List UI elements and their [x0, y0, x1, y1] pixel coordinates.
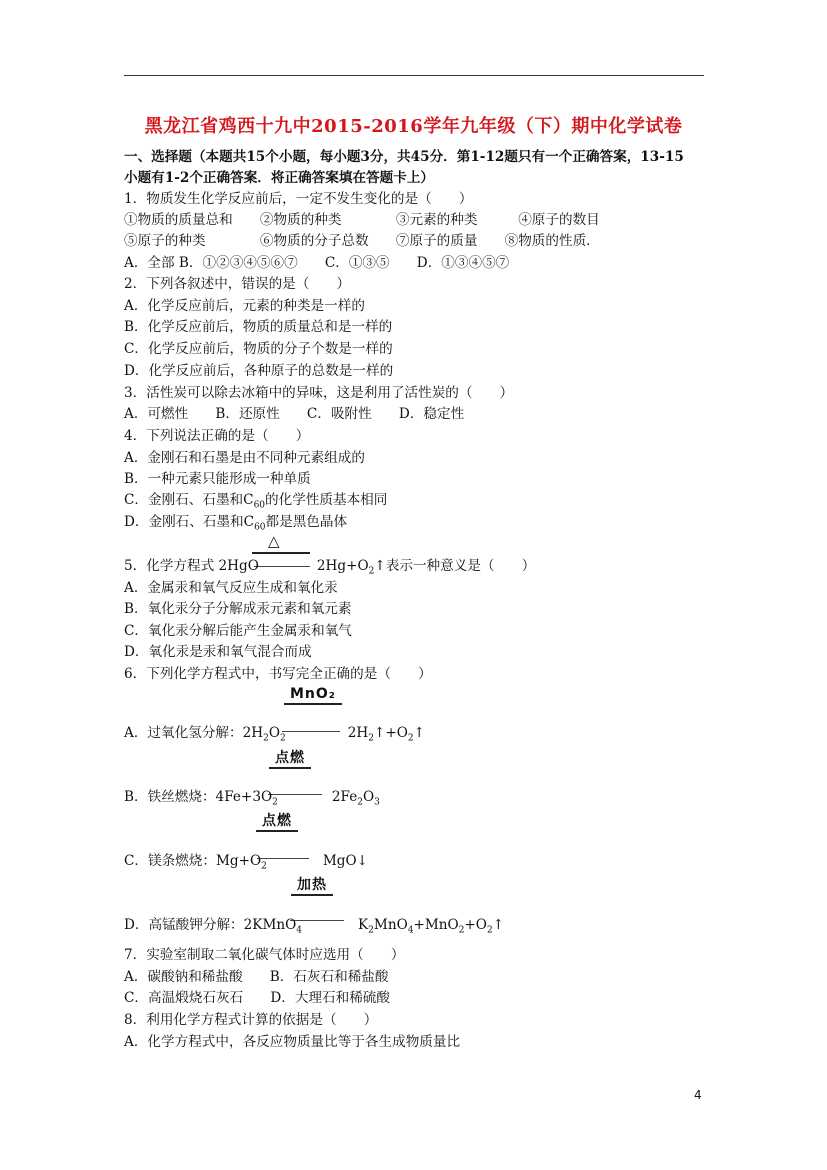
q2-option-b: B．化学反应前后，物质的质量总和是一样的	[124, 319, 393, 335]
q5-reaction-condition	[262, 532, 286, 550]
q4-option-b: B．一种元素只能形成一种单质	[124, 471, 311, 487]
q6-d-heat-label: 加热	[291, 876, 333, 896]
q6-option-c: C．镁条燃烧：$Mg+O_2$ MgO↓	[124, 853, 369, 872]
q5-option-b: B．氧化汞分子分解成汞元素和氧元素	[124, 601, 352, 617]
q3-options: A．可燃性 B．还原性 C．吸附性 D．稳定性	[124, 406, 465, 422]
q4-option-a: A．金刚石和石墨是由不同种元素组成的	[124, 450, 365, 466]
q6-stem: 6．下列化学方程式中，书写完全正确的是（ ）	[124, 666, 432, 682]
q4-stem: 4．下列说法正确的是（ ）	[124, 428, 310, 444]
q7-options-ab: A．碳酸钠和稀盐酸 B．石灰石和稀盐酸	[124, 969, 389, 985]
section-heading-line2: 小题有1-2个正确答案．将正确答案填在答题卡上）	[124, 170, 435, 186]
q6-a-catalyst-label: MnO₂	[284, 685, 342, 705]
q1-items-row1: ①物质的质量总和 ②物质的种类 ③元素的种类 ④原子的数目	[124, 212, 600, 228]
q1-stem: 1．物质发生化学反应前后，一定不发生变化的是（ ）	[124, 191, 473, 207]
header-rule	[124, 75, 704, 76]
q5-option-a: A．金属汞和氧气反应生成和氧化汞	[124, 580, 338, 596]
q6-c-ignite-label: 点燃	[256, 812, 298, 832]
q2-stem: 2．下列各叙述中，错误的是（ ）	[124, 276, 351, 292]
q7-options-cd: C．高温煅烧石灰石 D．大理石和稀硫酸	[124, 990, 390, 1006]
q6-b-condition	[269, 749, 311, 769]
q5-option-c: C．氧化汞分解后能产生金属汞和氧气	[124, 623, 352, 639]
q3-stem: 3．活性炭可以除去冰箱中的异味，这是利用了活性炭的（ ）	[124, 385, 514, 401]
q6-option-b: B．铁丝燃烧：$4Fe+3O_2$ $2Fe_2O_3$	[124, 789, 380, 808]
q5-stem: 5．化学方程式 2HgO $2Hg+O_2↑$表示一种意义是（ ）	[124, 558, 536, 577]
q6-d-condition	[291, 876, 333, 896]
section-heading-line1: 一、选择题（本题共15个小题，每小题3分，共45分．第1-12题只有一个正确答案，13-15	[124, 149, 684, 165]
q8-stem: 8．利用化学方程式计算的依据是（ ）	[124, 1012, 378, 1028]
q6-option-d: D．高锰酸钾分解：2KMnO$_4$ $K_2MnO_4+MnO_2+O_2↑$	[124, 917, 505, 936]
q7-stem: 7．实验室制取二氧化碳气体时应选用（ ）	[124, 947, 405, 963]
page-number: 4	[694, 1088, 702, 1102]
q2-option-c: C．化学反应前后，物质的分子个数是一样的	[124, 341, 393, 357]
q5-option-d: D．氧化汞是汞和氧气混合而成	[124, 644, 312, 660]
q6-a-condition	[284, 685, 342, 705]
q1-items-row2: ⑤原子的种类 ⑥物质的分子总数 ⑦原子的质量 ⑧物质的性质．	[124, 233, 600, 249]
q1-options: A．全部 B．①②③④⑤⑥⑦ C．①③⑤ D．①③④⑤⑦	[124, 255, 510, 271]
heat-triangle-icon: △	[268, 532, 280, 550]
q4-option-d: D．金刚石、石墨和$C_{60}$都是黑色晶体	[124, 514, 348, 533]
page-title: 黑龙江省鸡西十九中2015-2016学年九年级（下）期中化学试卷	[144, 116, 683, 137]
q6-option-a: A．过氧化氢分解：$2H_2O_2$ $2H_2↑+O_2↑$	[124, 725, 426, 744]
q8-option-a: A．化学方程式中，各反应物质量比等于各生成物质量比	[124, 1034, 461, 1050]
q2-option-a: A．化学反应前后，元素的种类是一样的	[124, 298, 365, 314]
q6-c-condition	[256, 812, 298, 832]
q6-b-ignite-label: 点燃	[269, 749, 311, 769]
q2-option-d: D．化学反应前后，各种原子的总数是一样的	[124, 363, 394, 379]
q4-option-c: C．金刚石、石墨和$C_{60}$的化学性质基本相同	[124, 492, 388, 511]
q5-condition-bar	[252, 552, 310, 554]
